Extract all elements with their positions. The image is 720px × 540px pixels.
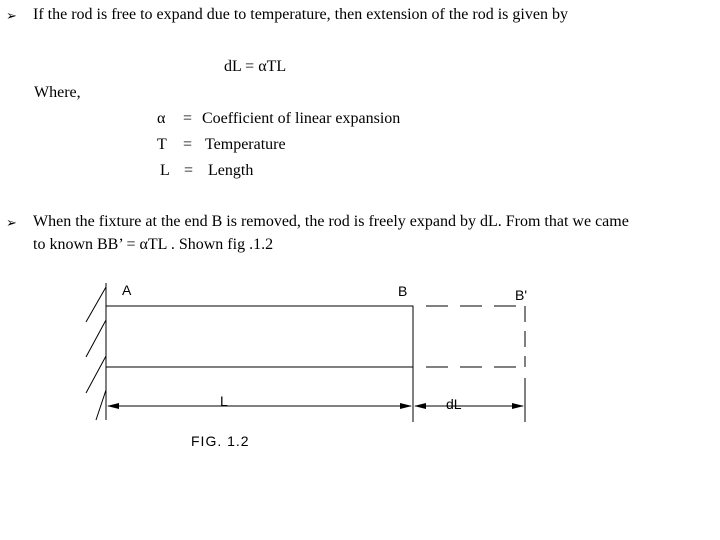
arrow-bullet-icon: ➢ xyxy=(6,216,17,231)
rod xyxy=(106,306,413,367)
label-a: A xyxy=(122,282,132,298)
definition-equals: = xyxy=(183,136,193,153)
formula: dL = αTL xyxy=(224,58,287,75)
arrow-bullet-icon: ➢ xyxy=(6,9,17,24)
arrowhead xyxy=(512,403,524,409)
wall-hatch xyxy=(86,287,106,322)
arrowhead xyxy=(400,403,412,409)
definition-equals: = xyxy=(184,162,194,179)
label-b: B xyxy=(398,283,408,299)
definition-meaning-length: Length xyxy=(208,162,254,179)
label-length: L xyxy=(220,393,228,409)
bullet-text-2-line-1: When the fixture at the end B is removed, the rod is freely expand by dL. From that we came xyxy=(33,213,629,230)
bullet-text-2-line-2: to known BB’ = αTL . Shown fig .1.2 xyxy=(33,236,274,253)
definition-meaning-temperature: Temperature xyxy=(205,136,286,153)
definition-symbol-temperature: T xyxy=(157,136,167,153)
where-label: Where, xyxy=(34,84,81,101)
figure-caption: FIG. 1.2 xyxy=(191,433,250,449)
label-b-prime: B' xyxy=(515,287,528,303)
wall-hatch xyxy=(96,390,106,420)
label-dl: dL xyxy=(446,396,462,412)
wall-hatch xyxy=(86,320,106,357)
bullet-text-1: If the rod is free to expand due to temperature, then extension of the rod is given by xyxy=(33,6,568,23)
arrowhead xyxy=(414,403,426,409)
arrowhead xyxy=(107,403,119,409)
definition-equals: = xyxy=(183,110,193,127)
definition-meaning-alpha: Coefficient of linear expansion xyxy=(202,110,401,127)
wall-hatch xyxy=(86,356,106,393)
definition-symbol-alpha: α xyxy=(157,110,166,127)
definition-symbol-length: L xyxy=(160,162,170,179)
